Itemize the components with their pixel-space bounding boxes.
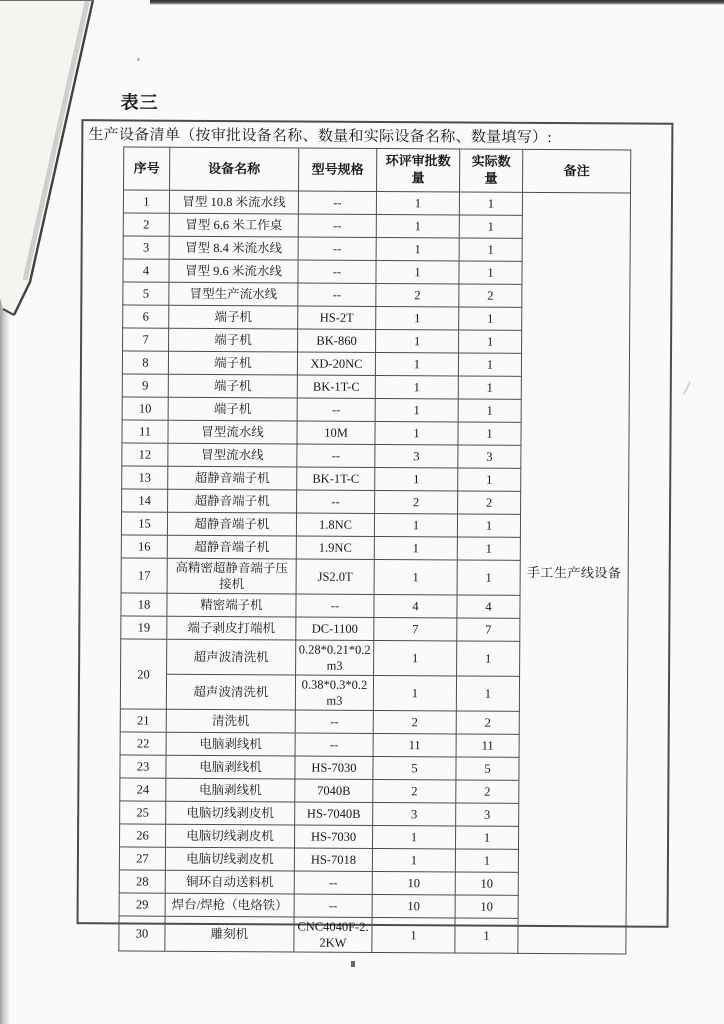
cell-model-spec: -- [298, 191, 376, 214]
cell-actual-qty: 2 [458, 491, 521, 514]
cell-serial-number: 21 [120, 709, 166, 732]
cell-eia-approved-qty: 1 [375, 467, 458, 491]
cell-equipment-name: 端子剥皮打端机 [167, 616, 296, 640]
cell-actual-qty: 2 [456, 711, 519, 734]
cell-actual-qty: 1 [459, 330, 522, 353]
cell-actual-qty: 1 [458, 422, 521, 445]
cell-equipment-name: 超静音端子机 [168, 466, 297, 490]
cell-actual-qty: 1 [456, 676, 519, 711]
cell-model-spec: HS-7040B [295, 802, 373, 825]
cell-serial-number: 29 [119, 893, 165, 916]
cell-model-spec: DC-1100 [296, 617, 374, 640]
cell-equipment-name: 电脑剥线机 [166, 732, 295, 756]
cell-eia-approved-qty: 1 [376, 306, 459, 330]
cell-equipment-name: 冒型 9.6 米流水线 [169, 259, 298, 283]
cell-equipment-name: 超静音端子机 [168, 489, 297, 513]
cell-eia-approved-qty: 1 [374, 640, 457, 676]
cell-actual-qty: 3 [456, 803, 519, 826]
cell-eia-approved-qty: 1 [372, 825, 455, 849]
cell-equipment-name: 冒型 10.8 米流水线 [169, 190, 298, 214]
cell-eia-approved-qty: 1 [376, 214, 459, 238]
cell-model-spec: 0.28*0.21*0.2m3 [296, 640, 374, 675]
cell-serial-number: 23 [120, 755, 166, 778]
cell-model-spec: 7040B [295, 779, 373, 802]
cell-actual-qty: 1 [458, 399, 521, 422]
cell-model-spec: 1.8NC [296, 513, 374, 536]
column-header: 序号 [124, 147, 170, 190]
cell-equipment-name: 端子机 [169, 328, 298, 352]
cell-eia-approved-qty: 1 [375, 421, 458, 445]
cell-equipment-name: 超声波清洗机 [167, 639, 296, 675]
cell-actual-qty: 1 [455, 849, 518, 872]
cell-equipment-name: 电脑切线剥皮机 [165, 824, 294, 848]
cell-equipment-name: 超静音端子机 [167, 512, 296, 536]
cell-model-spec: -- [298, 260, 376, 283]
cell-actual-qty: 1 [455, 826, 518, 849]
cell-actual-qty: 1 [458, 353, 521, 376]
cell-actual-qty: 1 [459, 307, 522, 330]
cell-equipment-name: 冒型流水线 [168, 443, 297, 467]
cell-actual-qty: 11 [456, 734, 519, 757]
cell-eia-approved-qty: 1 [372, 848, 455, 872]
cell-serial-number: 6 [123, 305, 169, 328]
cell-equipment-name: 端子机 [169, 305, 298, 329]
cell-model-spec: HS-2T [298, 306, 376, 329]
cell-actual-qty: 3 [458, 445, 521, 468]
cell-model-spec: 10M [297, 421, 375, 444]
cell-equipment-name: 冒型 8.4 米流水线 [169, 236, 298, 260]
cell-model-spec: 0.38*0.3*0.2m3 [295, 675, 373, 710]
cell-serial-number: 5 [123, 282, 169, 305]
cell-serial-number: 16 [121, 535, 167, 558]
cell-model-spec: -- [296, 594, 374, 617]
cell-model-spec: -- [298, 283, 376, 306]
cell-eia-approved-qty: 10 [372, 894, 455, 918]
cell-serial-number: 12 [122, 443, 168, 466]
cell-serial-number: 20 [120, 639, 166, 709]
cell-eia-approved-qty: 4 [374, 594, 457, 618]
cell-model-spec: HS-7030 [295, 756, 373, 779]
cell-model-spec: -- [297, 398, 375, 421]
cell-equipment-name: 电脑切线剥皮机 [166, 801, 295, 825]
cell-serial-number: 24 [120, 778, 166, 801]
column-header: 备注 [523, 149, 631, 193]
cell-model-spec: -- [295, 710, 373, 733]
cell-eia-approved-qty: 1 [376, 191, 459, 215]
cell-serial-number: 14 [122, 489, 168, 512]
cell-equipment-name: 焊台/焊枪（电烙铁） [165, 893, 294, 917]
cell-equipment-name: 冒型流水线 [168, 420, 297, 444]
cell-equipment-name: 精密端子机 [167, 593, 296, 617]
cell-equipment-name: 高精密超静音端子压接机 [167, 558, 296, 594]
cell-model-spec: BK-1T-C [297, 467, 375, 490]
cell-actual-qty: 1 [459, 261, 522, 284]
cell-actual-qty: 10 [455, 895, 518, 918]
cell-eia-approved-qty: 5 [373, 756, 456, 780]
cell-model-spec: CNC4040F-2.2KW [294, 917, 372, 952]
cell-eia-approved-qty: 1 [374, 536, 457, 560]
cell-equipment-name: 超声波清洗机 [166, 674, 295, 710]
cell-model-spec: HS-7018 [294, 848, 372, 871]
cell-actual-qty: 1 [458, 376, 521, 399]
cell-eia-approved-qty: 1 [376, 329, 459, 353]
cell-model-spec: -- [294, 894, 372, 917]
cell-model-spec: 1.9NC [296, 536, 374, 559]
cell-model-spec: -- [294, 871, 372, 894]
cell-serial-number: 27 [119, 847, 165, 870]
cell-eia-approved-qty: 2 [376, 283, 459, 307]
cell-eia-approved-qty: 1 [374, 513, 457, 537]
cell-serial-number: 22 [120, 732, 166, 755]
cell-eia-approved-qty: 1 [372, 917, 455, 953]
table-caption: 生产设备清单（按审批设备名称、数量和实际设备名称、数量填写）: [88, 127, 552, 147]
cell-actual-qty: 2 [456, 780, 519, 803]
table-header [124, 147, 631, 193]
column-header: 环评审批数量 [377, 148, 460, 192]
cell-remark: 手工生产线设备 [518, 192, 631, 954]
cell-actual-qty: 1 [455, 918, 518, 953]
cell-equipment-name: 清洗机 [166, 709, 295, 733]
cell-serial-number: 2 [123, 213, 169, 236]
equipment-table-container [118, 146, 631, 954]
cell-serial-number: 18 [121, 593, 167, 616]
cell-actual-qty: 1 [459, 192, 522, 215]
cell-equipment-name: 冒型 6.6 米工作桌 [169, 213, 298, 237]
cell-model-spec: HS-7030 [294, 825, 372, 848]
cell-serial-number: 8 [122, 351, 168, 374]
cell-eia-approved-qty: 3 [375, 444, 458, 468]
cell-model-spec: BK-1T-C [297, 375, 375, 398]
cell-serial-number: 17 [121, 558, 167, 593]
cell-serial-number: 10 [122, 397, 168, 420]
cell-actual-qty: 1 [459, 215, 522, 238]
cell-equipment-name: 端子机 [168, 351, 297, 375]
cell-equipment-name: 超静音端子机 [167, 535, 296, 559]
cell-equipment-name: 电脑切线剥皮机 [165, 847, 294, 871]
cell-model-spec: -- [298, 237, 376, 260]
cell-serial-number: 19 [121, 616, 167, 639]
cell-eia-approved-qty: 2 [373, 710, 456, 734]
cell-equipment-name: 铜环自动送料机 [165, 870, 294, 894]
cell-serial-number: 28 [119, 870, 165, 893]
cell-model-spec: JS2.0T [296, 559, 374, 594]
cell-equipment-name: 雕刻机 [165, 916, 294, 952]
cell-actual-qty: 1 [457, 537, 520, 560]
cell-eia-approved-qty: 3 [373, 802, 456, 826]
cell-model-spec: XD-20NC [297, 352, 375, 375]
cell-serial-number: 26 [119, 824, 165, 847]
column-header: 设备名称 [170, 147, 299, 191]
cell-eia-approved-qty: 10 [372, 871, 455, 895]
cell-equipment-name: 端子机 [168, 374, 297, 398]
cell-actual-qty: 1 [457, 514, 520, 537]
cell-serial-number: 25 [120, 801, 166, 824]
table-body [119, 190, 631, 954]
cell-serial-number: 7 [123, 328, 169, 351]
table-header-row [124, 147, 631, 193]
cell-actual-qty: 1 [457, 641, 520, 676]
cell-actual-qty: 1 [457, 560, 520, 595]
cell-serial-number: 3 [123, 236, 169, 259]
cell-equipment-name: 冒型生产流水线 [169, 282, 298, 306]
cell-model-spec: BK-860 [298, 329, 376, 352]
cell-actual-qty: 1 [458, 468, 521, 491]
cell-model-spec: -- [297, 444, 375, 467]
cell-model-spec: -- [297, 490, 375, 513]
cell-eia-approved-qty: 1 [373, 675, 456, 711]
cell-eia-approved-qty: 1 [375, 352, 458, 376]
cell-eia-approved-qty: 11 [373, 733, 456, 757]
cell-serial-number: 1 [123, 190, 169, 213]
cell-actual-qty: 4 [457, 595, 520, 618]
cell-actual-qty: 1 [459, 238, 522, 261]
cell-actual-qty: 7 [457, 618, 520, 641]
cell-equipment-name: 电脑剥线机 [166, 755, 295, 779]
table-row [123, 190, 630, 216]
cell-eia-approved-qty: 2 [375, 490, 458, 514]
cell-serial-number: 4 [123, 259, 169, 282]
cell-serial-number: 9 [122, 374, 168, 397]
cell-model-spec: -- [298, 214, 376, 237]
cell-model-spec: -- [295, 733, 373, 756]
cell-equipment-name: 电脑剥线机 [166, 778, 295, 802]
column-header: 实际数量 [460, 149, 523, 192]
cell-eia-approved-qty: 1 [376, 260, 459, 284]
table-outer-frame [77, 119, 674, 950]
cell-eia-approved-qty: 1 [376, 237, 459, 261]
cell-eia-approved-qty: 1 [374, 559, 457, 595]
page-title: 表三 [120, 92, 159, 113]
cell-serial-number: 30 [119, 916, 165, 951]
cell-serial-number: 11 [122, 420, 168, 443]
cell-eia-approved-qty: 1 [375, 375, 458, 399]
equipment-table [118, 146, 631, 954]
cell-eia-approved-qty: 1 [375, 398, 458, 422]
cell-actual-qty: 5 [456, 757, 519, 780]
cell-eia-approved-qty: 7 [374, 617, 457, 641]
column-header: 型号规格 [299, 148, 377, 191]
cell-actual-qty: 10 [455, 872, 518, 895]
cell-equipment-name: 端子机 [168, 397, 297, 421]
cell-serial-number: 15 [121, 512, 167, 535]
cell-actual-qty: 2 [459, 284, 522, 307]
cell-eia-approved-qty: 2 [373, 779, 456, 803]
cell-serial-number: 13 [122, 466, 168, 489]
